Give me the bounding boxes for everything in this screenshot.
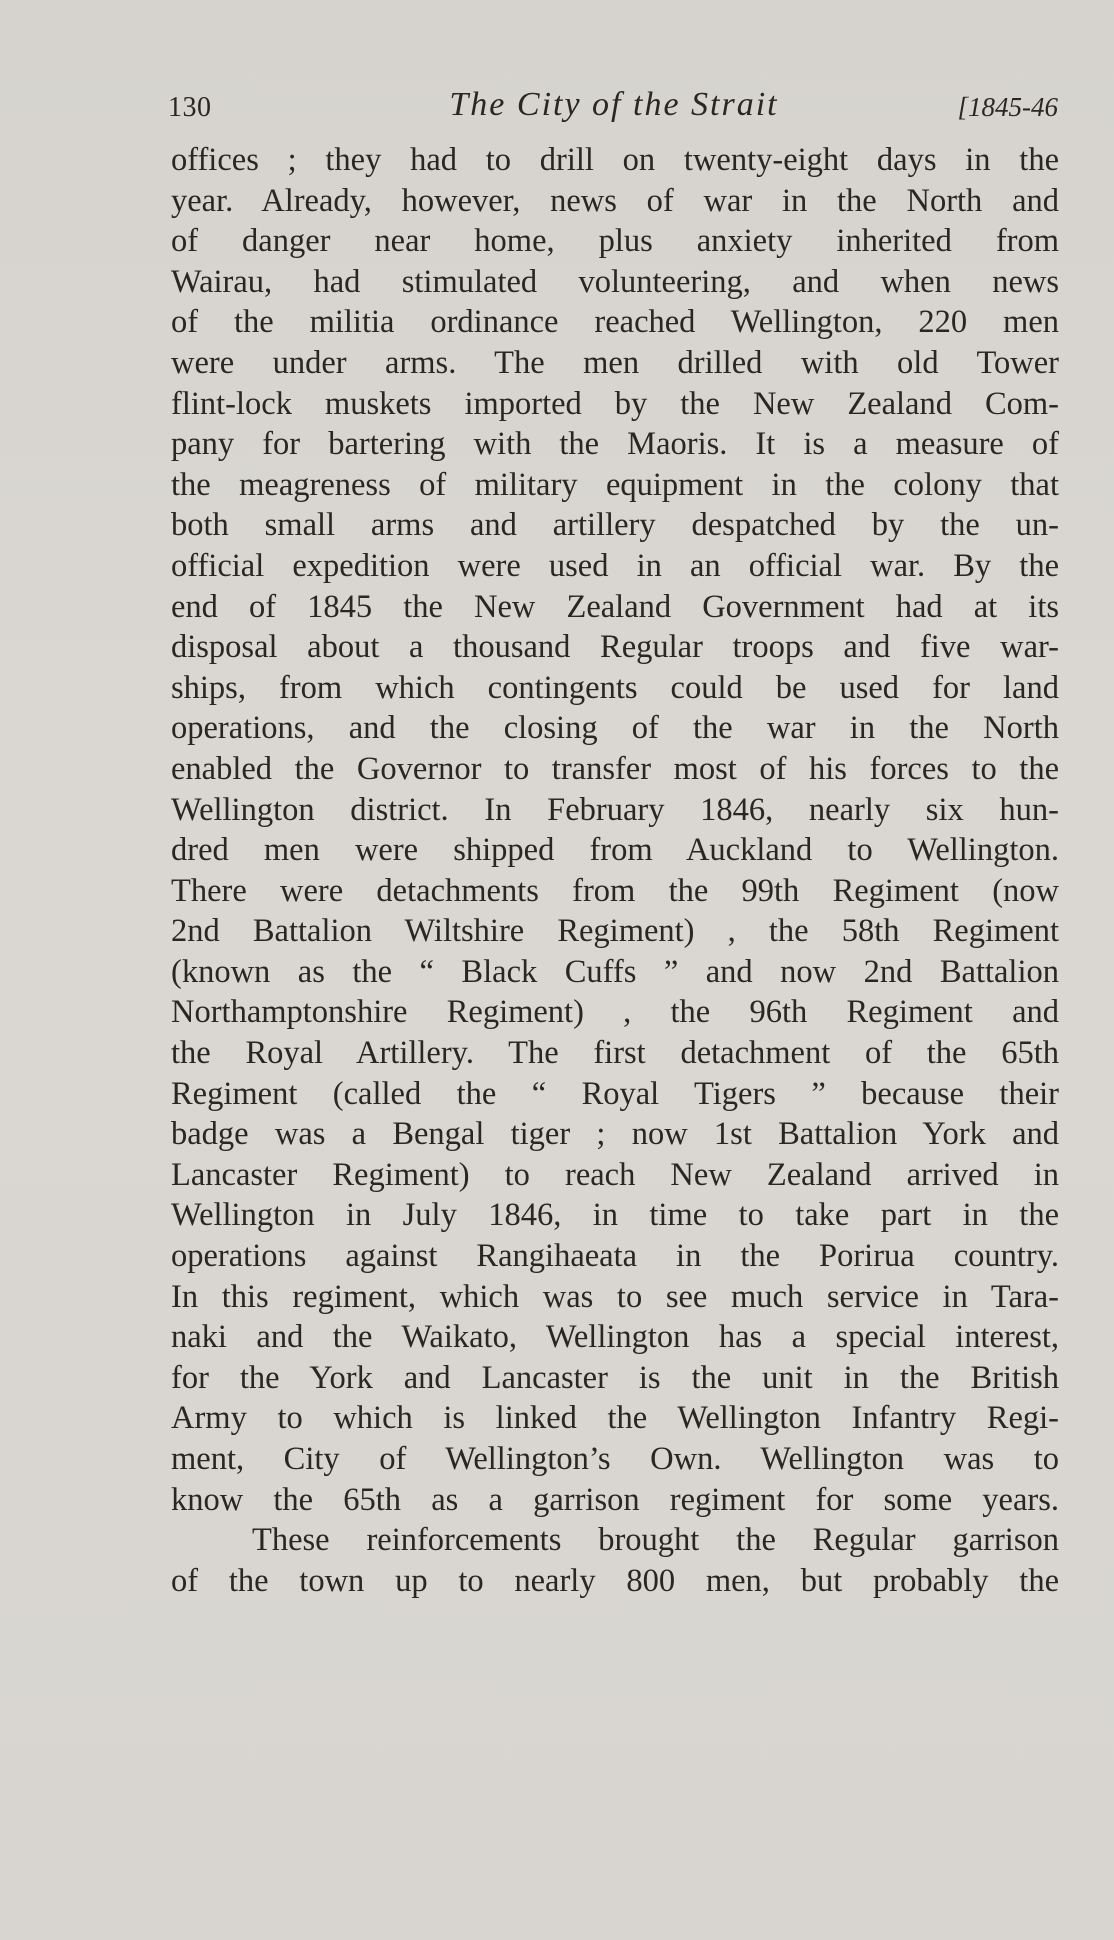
text-line: year. Already, however, news of war in the North and	[171, 182, 1059, 219]
text-line: Wellington district. In February 1846, nearly six hun-	[171, 791, 1059, 828]
text-line: Lancaster Regiment) to reach New Zealand arrived in	[171, 1156, 1059, 1193]
text-line: Regiment (called the “ Royal Tigers ” because their	[171, 1075, 1059, 1112]
body-text	[171, 140, 1059, 1601]
text-line: operations, and the closing of the war in the North	[171, 710, 1059, 747]
text-line: were under arms. The men drilled with old Tower	[171, 344, 1059, 381]
running-head	[168, 86, 1060, 130]
text-line: Army to which is linked the Wellington Infantry Regi-	[171, 1400, 1059, 1437]
text-line: dred men were shipped from Auckland to Wellington.	[171, 832, 1059, 869]
text-line: the meagreness of military equipment in the colony that	[171, 466, 1059, 503]
text-line: (known as the “ Black Cuffs ” and now 2nd Battalion	[171, 953, 1059, 990]
text-line: disposal about a thousand Regular troops and five war-	[171, 629, 1059, 666]
text-line: know the 65th as a garrison regiment for some years.	[171, 1481, 1059, 1518]
text-line: In this regiment, which was to see much service in Tara-	[171, 1278, 1059, 1315]
paragraph-start-line: These reinforcements brought the Regular garrison	[252, 1522, 1059, 1559]
date-range: [1845-46	[957, 92, 1058, 122]
text-line: of danger near home, plus anxiety inherited from	[171, 223, 1059, 260]
text-line: Wellington in July 1846, in time to take part in the	[171, 1197, 1059, 1234]
text-line: official expedition were used in an official war. By the	[171, 547, 1059, 584]
text-line: enabled the Governor to transfer most of his forces to the	[171, 750, 1059, 787]
text-line: Wairau, had stimulated volunteering, and when news	[171, 263, 1059, 300]
text-line: end of 1845 the New Zealand Government had at its	[171, 588, 1059, 625]
text-line: operations against Rangihaeata in the Porirua country.	[171, 1238, 1059, 1275]
text-line: ships, from which contingents could be used for land	[171, 669, 1059, 706]
text-line: naki and the Waikato, Wellington has a special interest,	[171, 1319, 1059, 1356]
text-line: There were detachments from the 99th Regiment (now	[171, 872, 1059, 909]
text-line: of the militia ordinance reached Wellington, 220 men	[171, 304, 1059, 341]
text-line: flint-lock muskets imported by the New Zealand Com-	[171, 385, 1059, 422]
text-line: 2nd Battalion Wiltshire Regiment) , the 58th Regiment	[171, 913, 1059, 950]
page-number: 130	[168, 92, 212, 123]
text-line: of the town up to nearly 800 men, but probably the	[171, 1562, 1059, 1599]
text-line: both small arms and artillery despatched by the un-	[171, 507, 1059, 544]
text-line: offices ; they had to drill on twenty-eight days in the	[171, 142, 1059, 178]
text-line: Northamptonshire Regiment) , the 96th Regiment and	[171, 994, 1059, 1031]
text-line: for the York and Lancaster is the unit in the British	[171, 1359, 1059, 1396]
text-line: pany for bartering with the Maoris. It is a measure of	[171, 426, 1059, 463]
running-title: The City of the Strait	[449, 86, 779, 123]
text-line: badge was a Bengal tiger ; now 1st Battalion York and	[171, 1116, 1059, 1153]
text-line: ment, City of Wellington’s Own. Wellington was to	[171, 1441, 1059, 1477]
text-line: the Royal Artillery. The first detachment of the 65th	[171, 1035, 1059, 1072]
